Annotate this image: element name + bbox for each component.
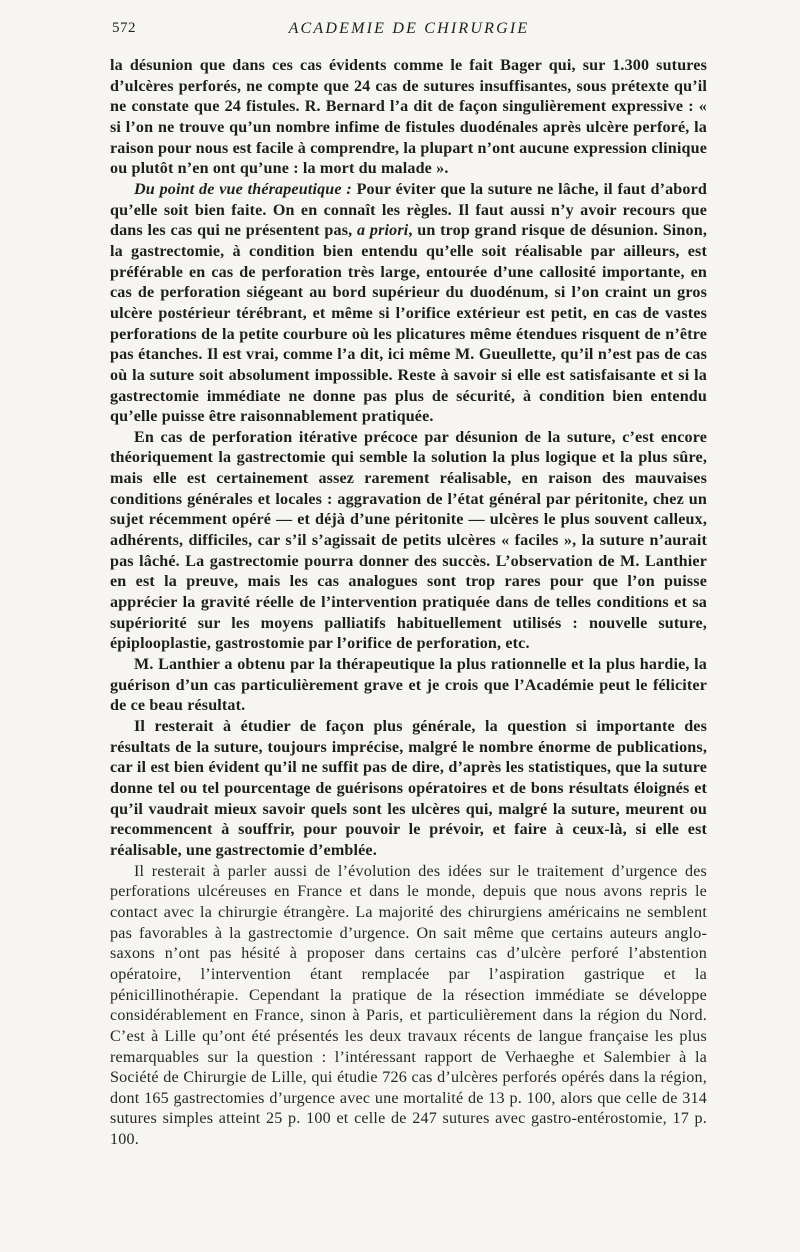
running-head: ACADEMIE DE CHIRURGIE [288, 20, 530, 37]
paragraph-1 [110, 56, 707, 180]
paragraph-5-text: Il resterait à étudier de façon plus générale, la question si importante des résultats de la suture, toujours imprécise, malgré le nombre énorme de publications, car il est bien évident qu’il ne suffit pas de dire, d’après les statistiques, que la suture donne tel ou tel pourcentage de guérisons opératoires et de bons résultats éloignés et qu’il vaudrait mieux savoir quels sont les ulcères qui, malgré la suture, meurent ou recommencent à souffrir, pour pouvoir le prévoir, et faire à ceux-là, si elle est réalisable, une gastrectomie d’emblée. [110, 718, 707, 859]
paragraph-5 [110, 717, 707, 862]
paragraph-1-text: la désunion que dans ces cas évidents comme le fait Bager qui, sur 1.300 sutures d’ulcères perforés, ne compte que 24 cas de sutures insuffisantes, sous prétexte qu’il ne constate que 24 fistules. R. Bernard l’a dit de façon singulièrement expressive : « si l’on ne trouve qu’un nombre infime de fistules duodénales après ulcère perforé, la raison pour nous est facile à comprendre, la plupart n’ont aucune expression clinique ou plutôt n’en ont qu’une : la mort du malade ». [110, 57, 707, 178]
paragraph-4-text: M. Lanthier a obtenu par la thérapeutique la plus rationnelle et la plus hardie, la guérison d’un cas particulièrement grave et je crois que l’Académie peut le féliciter de ce beau résultat. [110, 656, 707, 715]
paragraph-6 [110, 862, 707, 1151]
paragraph-6-text: Il resterait à parler aussi de l’évolution des idées sur le traitement d’urgence des perforations ulcéreuses en France et dans le monde, depuis que nous avons repris le contact avec la chirurgie étrangère. La majorité des chirurgiens américains ne semblent pas favorables à la gastrectomie d’urgence. On sait même que certains auteurs anglo-saxons n’ont pas hésité à proposer dans certains cas d’ulcère perforé l’abstention opératoire, l’intervention étant remplacée par l’aspiration gastrique et la pénicillinothérapie. Cependant la pratique de la résection immédiate se développe considérablement en France, sinon à Paris, et particulièrement dans la région du Nord. C’est à Lille qu’ont été présentés les deux travaux récents de langue française les plus remarquables sur la question : l’intéressant rapport de Verhaeghe et Salembier à la Société de Chirurgie de Lille, qui étudie 726 cas d’ulcères perforés opérés dans la région, dont 165 gastrectomies d’urgence avec une mortalité de 13 p. 100, alors que celle de 314 sutures simples atteint 25 p. 100 et celle de 247 sutures avec gastro-entérostomie, 17 p. 100. [110, 862, 707, 1149]
page-header [112, 20, 706, 42]
paragraph-2 [110, 180, 707, 428]
paragraph-3 [110, 428, 707, 655]
paragraph-3-text: En cas de perforation itérative précoce par désunion de la suture, c’est encore théoriquement la gastrectomie qui semble la solution la plus logique et la plus sûre, mais elle est certainement assez rarement réalisable, en raison des mauvaises conditions générales et locales : aggravation de l’état général par péritonite, chez un sujet récemment opéré — et déjà d’une péritonite — ulcères le plus souvent calleux, adhérents, difficiles, car s’il s’agissait de petits ulcères « faciles », la suture n’aurait pas lâché. La gastrectomie pourra donner des succès. L’observation de M. Lanthier en est la preuve, mais les cas analogues sont trop rares pour que l’on puisse apprécier la gravité réelle de l’intervention pratiquée dans de telles conditions et sa supériorité sur les moyens palliatifs habituellement utilisés : nouvelle suture, épiplooplastie, gastrostomie par l’orifice de perforation, etc. [110, 428, 707, 653]
paragraph-2-italic-lead: Du point de vue thérapeutique : [134, 180, 352, 198]
paragraph-2-italic-mid: a priori [357, 222, 409, 240]
body-text [110, 56, 707, 1151]
paragraph-2-text: Pour éviter que la suture ne lâche, il faut d’abord qu’elle soit bien faite. On en connaît les règles. Il faut aussi n’y avoir recours que dans les cas qui ne présentent pas, [110, 180, 707, 240]
paragraph-4 [110, 655, 707, 717]
page-number: 572 [112, 20, 136, 36]
paragraph-2-text-end: , un trop grand risque de désunion. Sinon, la gastrectomie, à condition bien entendu qu’elle soit réalisable par ailleurs, est préférable en cas de perforation très large, entourée d’une callosité importante, en cas de perforation siégeant au bord supérieur du duodénum, si l’on craint un gros ulcère postérieur térébrant, et même si l’orifice extérieur est petit, en cas de vastes perforations de la petite courbure où les plicatures même étendues risquent de n’être pas étanches. Il est vrai, comme l’a dit, ici même M. Gueullette, qu’il n’est pas de cas où la suture soit absolument impossible. Reste à savoir si elle est satisfaisante et si la gastrectomie immédiate ne donne pas plus de sécurité, à condition bien entendu qu’elle puisse être raisonnablement pratiquée. [110, 222, 707, 426]
